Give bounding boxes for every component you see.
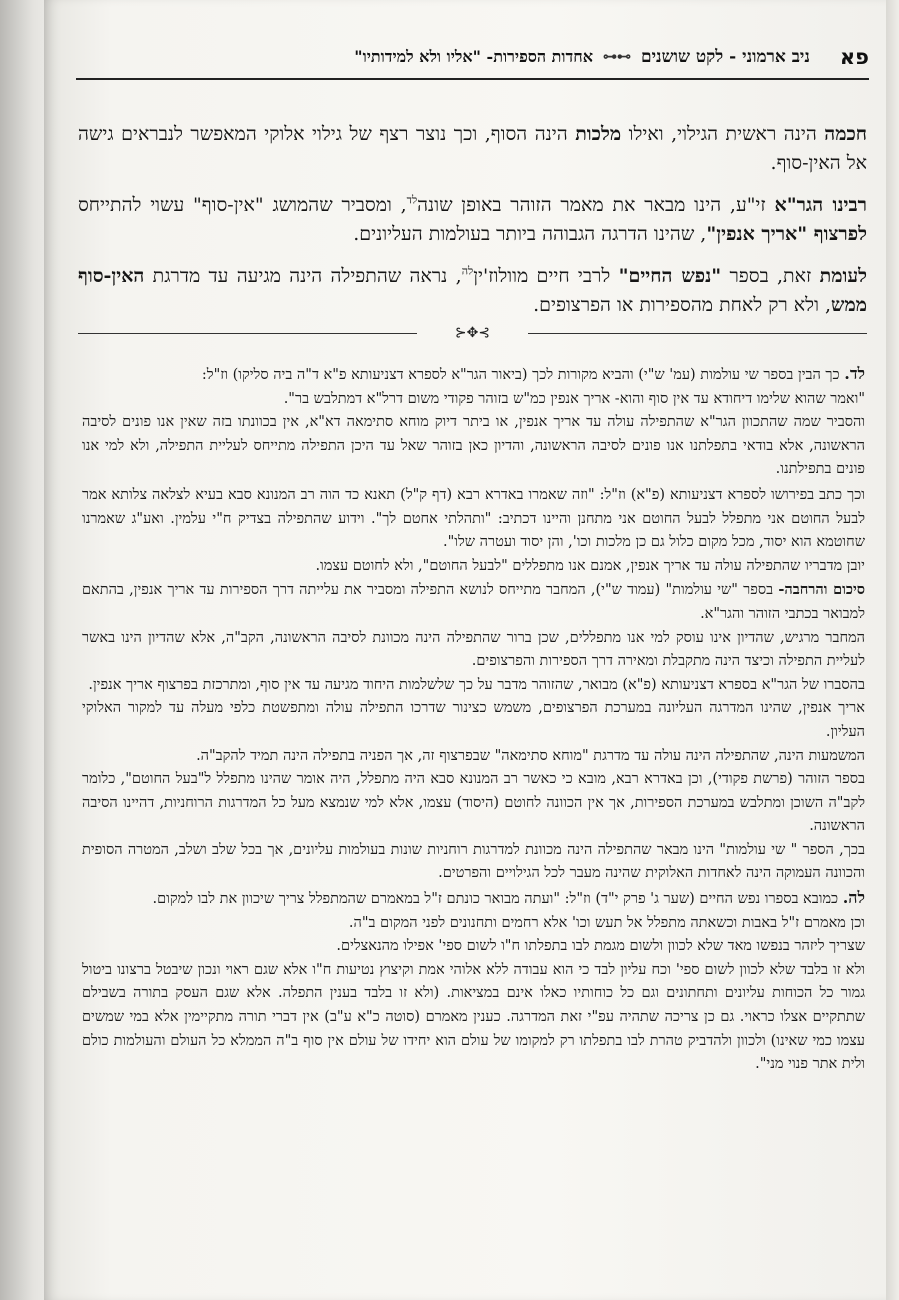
footnote-label: לה. [842, 888, 865, 908]
header-ornament-icon: ⊶⊷ [602, 49, 631, 65]
header-rule [76, 78, 869, 80]
footnote-line: וכן מאמרם ז"ל באבות וכשאתה מתפלל אל תעש וכו' אלא רחמים ותחנונים לפני המקום ב"ה. [348, 914, 865, 931]
summary-label: סיכום והרחבה- [778, 581, 865, 599]
text: , שהינו הדרגה הגבוהה ביותר בעולמות העליונים. [353, 223, 707, 245]
text: כך הבין בספר שי עולמות (עמ' ש"י) והביא מקורות לכך (ביאור הגר"א לספרא דצניעותא פ"א ד"ה ביה סליקו) וז"ל: [201, 367, 845, 383]
footnote-label: לד. [844, 364, 865, 383]
text: זי"ע, הינו מבאר את מאמר הזוהר באופן שונה [417, 194, 775, 216]
text: הינה הסוף, וכך נוצר רצף של גילוי אלוקי המאפשר לנבראים גישה אל האין-סוף. [78, 123, 867, 174]
text: כמובא בספרו נפש החיים (שער ג' פרק י"ד) וז"ל: "ועתה מבואר כונתם ז"ל במאמרם שהמתפלל צריך שיכוון את לבו למקום. [152, 891, 843, 908]
text: , נראה שהתפילה הינה מגיעה עד מדרגת [144, 265, 462, 287]
bold-term: האין-סוף ממש [78, 265, 867, 316]
footnote-line: שצריך ליזהר בנפשו מאד שלא לכוון ולשום מגמת לבו בתפלתו ח"ו לשום ספי' אפילו מהנאצלים. [336, 938, 865, 955]
chapter-title: אחדות הספירות- "אליו ולא למידותיו" [354, 47, 593, 66]
footnote-line: יובן מדבריו שהתפילה עולה עד אריך אנפין, אמנם אנו מתפללים "לבעל החוטם", ולא לחוטם עצמו. [315, 557, 865, 574]
text: זאת, בספר [721, 265, 820, 287]
main-paragraph [78, 120, 867, 178]
page-number: פא [839, 45, 869, 69]
bold-term: לפרצוף "אריך אנפין" [706, 223, 867, 245]
footnote-line: בכך, הספר " שי עולמות" הינו מבאר שהתפילה הינה מכוונת למדרגות רוחניות שונות בעולמות עליונים, אך בכל שלב ושלב, המטרה הסופית והכוונה העמוקה הינה לאחדות האלוקית שהינה מעבר לכל הגילויים והפרטים. [82, 841, 865, 882]
footnote-line: ולא זו בלבד שלא לכוון לשום ספי' וכח עליון לבד כי הוא עבודה ללא אלוהי אמת וקיצוץ נטיעות ח"ו אלא שגם ראוי ונכון שיבטל ברצונו ביטול גמור כל הכוחות עליונים ותחתונים וגם כל כוחותיו כאלו אינם במציאות. (ולא זו בלבד בענין התפלה. אלא שגם העסק בתורה בשבילם שתתקיים אצלו כראוי. גם כן צריכה שתהיה עפ"י זאת המדרגה. כענין מאמרם (סוטה כ"א ע"ב) אין דברי תורה מתקיימין אלא במי שמשים עצמו כמי שאינו) ולכוון ולהדביק טהרת לבו בתפלתו רק למקומו של עולם הוא יחידו של עולם אין סוף ב"ה הממלא כל העולם והעולמות כולם ולית אתר פנוי מני". [82, 961, 865, 1073]
text: לרבי חיים מוולוז'ין [473, 265, 619, 287]
footnote-line: אריך אנפין, שהינו המדרגה העליונה במערכת הפרצופים, משמש כצינור שדרכו התפילה עולה ומתפשטת כלפי מעלה עד למקור האלוקי העליון. [82, 700, 865, 740]
bold-term: לעומת [819, 265, 867, 287]
main-text [78, 120, 867, 333]
footnote-ref: לד [406, 193, 418, 207]
section-divider [78, 325, 867, 341]
footnotes [82, 362, 865, 1077]
footnote-line: והסביר שמה שהתכוון הגר"א שהתפילה עולה עד אריך אנפין, או ביתר דיוק מוחא סתימאה דא"א, אין בכוונתו בזה שאין אנו פונים לסיבה הראשונה, אלא בודאי בתפלתנו אנו פונים לסיבה הראשונה, והדיון כאן בזוהר שאל עד היכן התפילה מתייחס לעליית התפילה, ולא למי אנו פונים בתפילתנו. [82, 414, 865, 478]
text: , ולא רק לאחת מהספירות או הפרצופים. [533, 294, 832, 316]
footnote-line: בהסברו של הגר"א בספרא דצניעותא (פ"א) מבואר, שהזוהר מדבר על כך שלשלמות היחוד מגיעה עד אין סוף, ומתרכזת בפרצוף אריך אנפין. [88, 676, 865, 693]
running-title [64, 47, 810, 67]
main-paragraph [78, 262, 867, 320]
divider-line [78, 333, 417, 334]
text: הינה ראשית הגילוי, ואילו [621, 123, 825, 145]
footnote-line: וכך כתב בפירושו לספרא דצניעותא (פ"א) וז"ל: "וזה שאמרו באדרא רבא (דף ק"ל) תאנא כד הוה רב המנונא סבא בעיא לצלאה צלותא אמר לבעל החוטם אני מתפלל לבעל החוטם אני מתחנן והיינו דכתיב: "ותהלתי אחטם לך". וידוע שהתפילה בצדיק ח"י עלמין. ואע"ג שאמרנו שחוטמא הוא יסוד, מכל מקום כלול גם כן מלכות וכו', והן יסוד ועטרה שלו". [82, 486, 865, 551]
footnote-line: בספר הזוהר (פרשת פקודי), וכן באדרא רבא, מובא כי כאשר רב המנונא סבא היה מתפלל, היה אומר שהינו מתפלל ל"בעל החוטם", כלומר לקב"ה השוכן ומתלבש במערכת הספירות, אך אין הכוונה לחוטם (היסוד) עצמו, אלא למי שנמצא מעל כל המדרגות הרוחניות, דהיינו הסיבה הראשונה. [82, 771, 865, 835]
bold-term: מלכות [575, 123, 622, 145]
footnote-ref: לה [461, 264, 474, 278]
divider-ornament-icon: ⊱✥⊰ [454, 325, 491, 341]
bold-term: רבינו הגר"א [774, 194, 867, 216]
main-paragraph [78, 191, 867, 249]
running-header [64, 40, 869, 74]
bold-term: "נפש החיים" [618, 265, 722, 287]
footnote-line: המחבר מרגיש, שהדיון אינו עוסק למי אנו מתפללים, שכן ברור שהתפילה הינה מכוונת לסיבה הראשונה, הקב"ה, אלא שהדיון הינו באשר לעליית התפילה וכיצד הינה מתקבלת ומאירה דרך הספירות והפרצופים. [82, 629, 865, 670]
footnote-line [82, 578, 865, 626]
footnote-line [82, 886, 865, 912]
bold-term: חכמה [824, 123, 868, 145]
footnote-line: "ואמר שהוא שלימו דיחודא עד אין סוף והוא- אריך אנפין כמ"ש בזוהר פקודי משום דרל"א דמתלבש בר". [283, 390, 865, 407]
divider-line [528, 333, 867, 334]
footnote-line: המשמעות הינה, שהתפילה הינה עולה עד מדרגת "מוחא סתימאה" שבפרצוף זה, אך הפניה בתפילה הינה תמיד להקב"ה. [196, 747, 865, 764]
footnote-line [82, 362, 865, 388]
text: , ומסביר שהמושג "אין-סוף" עשוי להתייחס [78, 194, 407, 216]
text: בספר "שי עולמות" (עמוד ש"י), המחבר מתייחס לנושא התפילה ומסביר את עלייתה דרך הספירות עד אריך אנפין, בהתאם למבואר בכתבי הזוהר והגר"א. [82, 582, 865, 622]
book-title: ניב ארמוני - לקט שושנים [640, 47, 810, 67]
